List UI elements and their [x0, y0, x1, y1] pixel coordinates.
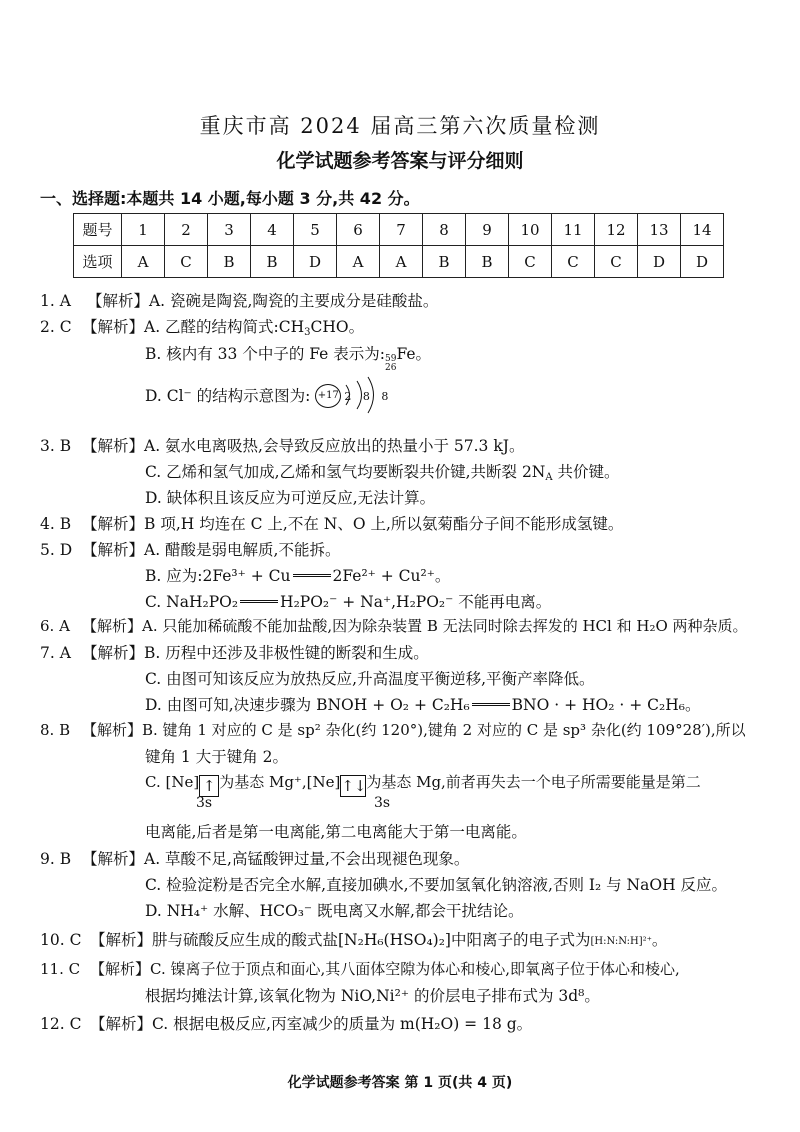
subscript: A [545, 472, 553, 483]
mass-number: 59 [384, 354, 397, 364]
answer-8-cont: 键角 1 大于键角 2。 [145, 748, 289, 766]
chloride-ion-diagram [315, 383, 393, 407]
explanation: H₂PO₂⁻ + Na⁺,H₂PO₂⁻ 不能再电离。 [280, 593, 552, 611]
answer-2-d [145, 383, 393, 408]
orbital-label: 3s [374, 795, 391, 811]
answer-5-c [145, 590, 551, 612]
question-number: 4. B [40, 515, 72, 533]
explanation: BNO · + HO₂ · + C₂H₆。 [511, 696, 701, 714]
table-cell: 5 [294, 214, 337, 246]
table-cell: C [595, 246, 638, 278]
equals-sign [293, 574, 331, 577]
explanation: 【解析】C. 镍离子位于顶点和面心,其八面体空隙为体心和棱心,即氧离子位于体心和棱心, [90, 960, 680, 978]
table-cell: 1 [122, 214, 165, 246]
answer-7 [40, 641, 429, 663]
table-cell: 4 [251, 214, 294, 246]
page-subtitle: 化学试题参考答案与评分细则 [276, 150, 524, 172]
explanation: D. 由图可知,决速步骤为 BNOH + O₂ + C₂H₆ [145, 696, 470, 714]
table-cell: 3 [208, 214, 251, 246]
explanation: 【解析】肼与硫酸反应生成的酸式盐[N₂H₆(HSO₄)₂]中阳离子的电子式为 [90, 931, 591, 949]
nucleus-circle: +17 [315, 384, 341, 408]
table-row-label: 题号 [74, 214, 122, 246]
table-cell: C [552, 246, 595, 278]
question-number: 6. A [40, 617, 70, 635]
explanation: 【解析】A. 乙醛的结构简式:CH [82, 318, 305, 336]
answer-5-b [145, 564, 450, 586]
table-cell: B [423, 246, 466, 278]
answer-table [73, 213, 724, 278]
answer-8-c-cont: 电离能,后者是第一电离能,第二电离能大于第一电离能。 [145, 823, 527, 841]
table-cell: 6 [337, 214, 380, 246]
page-title: 重庆市高 2024 届高三第六次质量检测 [199, 114, 601, 138]
answer-7-d [145, 693, 700, 715]
answer-table-number-row [74, 214, 724, 246]
table-cell: 11 [552, 214, 595, 246]
nuclide-numbers [385, 355, 396, 373]
answer-9-c: C. 检验淀粉是否完全水解,直接加碘水,不要加氢氧化钠溶液,否则 I₂ 与 NaOH 反应。 [145, 876, 728, 894]
explanation: 【解析】B 项,H 均连在 C 上,不在 N、O 上,所以氨菊酯分子间不能形成氢键。 [82, 515, 624, 533]
electron-formula: [H:N:N:H]²⁺ [590, 936, 652, 947]
question-number: 9. B [40, 850, 72, 868]
table-cell: B [208, 246, 251, 278]
answer-11-cont: 根据均摊法计算,该氧化物为 NiO,Ni²⁺ 的价层电子排布式为 3d⁸。 [145, 987, 600, 1005]
question-number: 2. C [40, 318, 72, 336]
explanation: 为基态 Mg⁺,[Ne] [219, 773, 341, 791]
explanation: B. 应为:2Fe³⁺ + Cu [145, 567, 291, 585]
answer-12 [40, 1012, 532, 1034]
question-number: 7. A [40, 644, 71, 662]
table-cell: C [165, 246, 208, 278]
table-cell: B [466, 246, 509, 278]
explanation: 【解析】B. 键角 1 对应的 C 是 sp² 杂化(约 120°),键角 2 对应的 C 是 sp³ 杂化(约 109°28′),所以 [82, 721, 746, 739]
answer-6 [40, 615, 748, 636]
answer-5 [40, 538, 340, 560]
table-cell: 13 [638, 214, 681, 246]
answer-11 [40, 958, 680, 979]
explanation: Fe。 [396, 345, 432, 363]
orbital-label: 3s [196, 795, 213, 811]
explanation: D. Cl⁻ 的结构示意图为: [145, 387, 311, 405]
answer-1 [40, 289, 438, 311]
question-number: 11. C [40, 960, 81, 978]
answer-9 [40, 847, 469, 869]
atomic-number: 26 [384, 363, 397, 373]
explanation: 【解析】A. 只能加稀硫酸不能加盐酸,因为除杂装置 B 无法同时除去挥发的 HCl 和 H₂O 两种杂质。 [82, 617, 748, 635]
explanation: 【解析】A. 草酸不足,高锰酸钾过量,不会出现褪色现象。 [82, 850, 470, 868]
question-number: 10. C [40, 931, 82, 949]
answer-table-choice-row [74, 246, 724, 278]
table-cell: A [380, 246, 423, 278]
table-cell: 7 [380, 214, 423, 246]
table-cell: 10 [509, 214, 552, 246]
answer-4 [40, 512, 623, 534]
table-cell: 8 [423, 214, 466, 246]
subscript: 3 [304, 327, 311, 338]
answer-2 [40, 315, 364, 338]
explanation: 【解析】B. 历程中还涉及非极性键的断裂和生成。 [82, 644, 429, 662]
explanation: 共价键。 [552, 463, 620, 481]
answer-8-c [145, 771, 701, 797]
answer-3-d: D. 缺体积且该反应为可逆反应,无法计算。 [145, 489, 436, 507]
explanation: 为基态 Mg,前者再失去一个电子所需要能量是第二 [366, 773, 701, 791]
equals-sign [240, 600, 278, 603]
answer-10 [40, 928, 667, 950]
question-number: 3. B [40, 437, 72, 455]
answer-8 [40, 719, 746, 740]
table-row-label: 选项 [74, 246, 122, 278]
table-cell: A [122, 246, 165, 278]
answer-7-c: C. 由图可知该反应为放热反应,升高温度平衡逆移,平衡产率降低。 [145, 670, 595, 688]
explanation: C. [Ne] [145, 773, 200, 791]
table-cell: C [509, 246, 552, 278]
answer-2-b [145, 342, 431, 373]
table-cell: 14 [681, 214, 724, 246]
explanation: CHO。 [310, 318, 365, 336]
table-cell: 9 [466, 214, 509, 246]
explanation: C. 乙烯和氢气加成,乙烯和氢气均要断裂共价键,共断裂 2N [145, 463, 546, 481]
question-number: 1. A [40, 292, 71, 310]
question-number: 8. B [40, 721, 71, 739]
explanation: 2Fe²⁺ + Cu²⁺。 [332, 567, 451, 585]
answer-3-c [145, 460, 620, 483]
table-cell: 12 [595, 214, 638, 246]
orbital-box: ↑↓ [341, 777, 367, 795]
table-cell: D [638, 246, 681, 278]
orbital-box: ↑ [199, 775, 219, 797]
question-number: 12. C [40, 1015, 82, 1033]
table-cell: B [251, 246, 294, 278]
explanation: B. 核内有 33 个中子的 Fe 表示为: [145, 345, 385, 363]
explanation: 【解析】A. 醋酸是弱电解质,不能拆。 [82, 541, 341, 559]
explanation: 【解析】C. 根据电极反应,丙室减少的质量为 m(H₂O) = 18 g。 [90, 1015, 533, 1033]
explanation: 【解析】A. 氨水电离吸热,会导致反应放出的热量小于 57.3 kJ。 [82, 437, 525, 455]
equals-sign [472, 703, 510, 706]
page-footer: 化学试题参考答案 第 1 页(共 4 页) [287, 1075, 513, 1091]
explanation: C. NaH₂PO₂ [145, 593, 239, 611]
explanation: 。 [651, 931, 668, 949]
shell-electrons: 2 8 8 [344, 390, 393, 403]
explanation: 【解析】A. 瓷碗是陶瓷,陶瓷的主要成分是硅酸盐。 [86, 292, 439, 310]
table-cell: D [294, 246, 337, 278]
table-cell: A [337, 246, 380, 278]
answer-9-d: D. NH₄⁺ 水解、HCO₃⁻ 既电离又水解,都会干扰结论。 [145, 902, 524, 920]
question-number: 5. D [40, 541, 73, 559]
table-cell: D [681, 246, 724, 278]
answer-3 [40, 434, 524, 456]
section-heading: 一、选择题:本题共 14 小题,每小题 3 分,共 42 分。 [40, 189, 420, 208]
table-cell: 2 [165, 214, 208, 246]
